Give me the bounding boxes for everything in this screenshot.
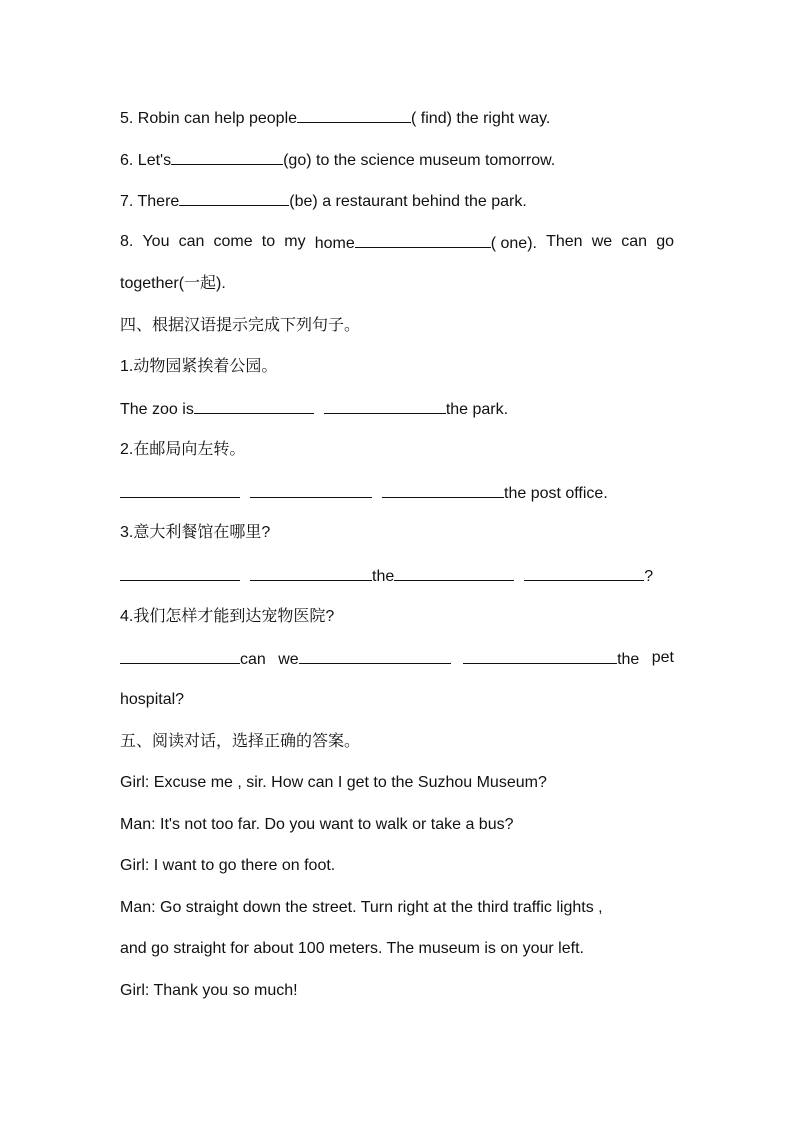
dialogue-line: Girl: Thank you so much!	[120, 982, 298, 999]
question-8-line-2: together(一起).	[120, 275, 226, 292]
s4-q4-prompt: 4.我们怎样才能到达宠物医院?	[120, 608, 335, 625]
s4-q4-blank-2[interactable]	[299, 648, 451, 664]
s4-q3-answer	[120, 565, 680, 587]
q8-word: my	[284, 233, 306, 250]
q5-blank[interactable]	[297, 107, 411, 123]
q8-word: to	[261, 233, 276, 250]
q8-word: You	[142, 233, 170, 250]
q6-blank[interactable]	[171, 149, 283, 165]
s4-q4-word-the: the	[617, 651, 640, 668]
s4-q1-text-before: The zoo is	[120, 401, 194, 418]
q7-text-after: (be) a restaurant behind the park.	[289, 193, 527, 210]
s4-q1-blank-2[interactable]	[324, 398, 446, 414]
q8-word: Then	[546, 233, 583, 250]
q8-word: come	[213, 233, 253, 250]
s4-q1-text-after: the park.	[445, 401, 509, 418]
s4-q4-word-pet: pet	[651, 649, 674, 666]
s4-q3-blank-1[interactable]	[120, 565, 240, 581]
s4-q2-blank-3[interactable]	[382, 482, 504, 498]
q5-text-before: 5. Robin can help people	[120, 110, 298, 127]
s4-q3-text-end: ?	[644, 568, 654, 585]
q6-text-after: (go) to the science museum tomorrow.	[283, 152, 556, 169]
s4-q3-blank-3[interactable]	[394, 565, 514, 581]
question-8	[120, 232, 674, 254]
s4-q4-blank-3[interactable]	[463, 648, 617, 664]
s4-q3-text-mid: the	[372, 568, 395, 585]
s4-q2-blank-1[interactable]	[120, 482, 240, 498]
dialogue-line: Girl: I want to go there on foot.	[120, 857, 336, 874]
s4-q3-prompt: 3.意大利餐馆在哪里?	[120, 524, 271, 541]
q5-text-after: ( find) the right way.	[411, 110, 551, 127]
s4-q4-answer	[120, 648, 674, 670]
section-4-title: 四、根据汉语提示完成下列句子。	[120, 317, 361, 334]
s4-q2-answer	[120, 482, 680, 504]
q7-text-before: 7. There	[120, 193, 180, 210]
q8-word: can	[621, 233, 648, 250]
s4-q3-blank-4[interactable]	[524, 565, 644, 581]
q8-word: ( one).	[490, 235, 537, 252]
dialogue-line: Man: It's not too far. Do you want to walk or take a bus?	[120, 816, 514, 833]
s4-q2-blank-2[interactable]	[250, 482, 372, 498]
s4-q4-word-can: can	[240, 651, 266, 668]
dialogue-line: and go straight for about 100 meters. The museum is on your left.	[120, 940, 584, 957]
q6-text-before: 6. Let's	[120, 152, 172, 169]
q8-word: go	[656, 233, 674, 250]
dialogue-line: Girl: Excuse me , sir. How can I get to the Suzhou Museum?	[120, 774, 547, 791]
question-6	[120, 149, 680, 171]
q8-word: 8.	[120, 233, 134, 250]
q8-blank[interactable]	[355, 232, 491, 248]
q8-word: we	[591, 233, 613, 250]
question-5	[120, 107, 680, 129]
s4-q2-text-after: the post office.	[504, 485, 608, 502]
section-5-title: 五、阅读对话，选择正确的答案。	[120, 733, 361, 750]
s4-q4-line-2: hospital?	[120, 691, 185, 708]
question-7	[120, 190, 680, 212]
s4-q1-blank-1[interactable]	[194, 398, 314, 414]
s4-q1-prompt: 1.动物园紧挨着公园。	[120, 358, 278, 375]
s4-q4-word-we: we	[278, 651, 299, 668]
q8-word: can	[178, 233, 205, 250]
s4-q1-answer	[120, 398, 680, 420]
s4-q3-blank-2[interactable]	[250, 565, 372, 581]
s4-q4-blank-1[interactable]	[120, 648, 240, 664]
q7-blank[interactable]	[179, 190, 289, 206]
q8-word: home	[314, 235, 355, 252]
s4-q2-prompt: 2.在邮局向左转。	[120, 441, 246, 458]
dialogue-line: Man: Go straight down the street. Turn right at the third traffic lights ,	[120, 899, 603, 916]
